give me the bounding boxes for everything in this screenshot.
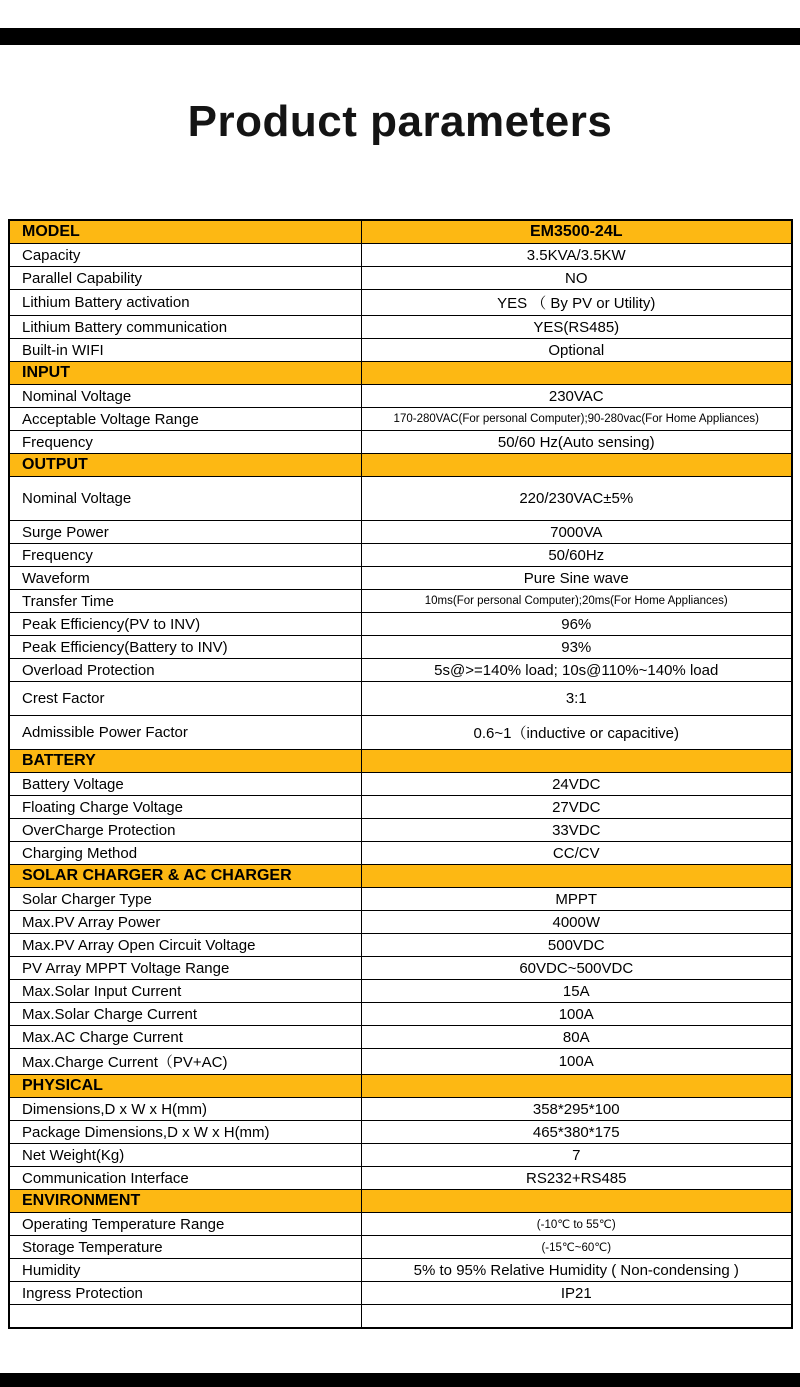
spec-row bbox=[9, 911, 792, 934]
section-title: SOLAR CHARGER & AC CHARGER bbox=[9, 865, 361, 888]
spec-row bbox=[9, 888, 792, 911]
parameter-value: 100A bbox=[361, 1049, 792, 1075]
parameter-value: 7000VA bbox=[361, 521, 792, 544]
section-header-row bbox=[9, 362, 792, 385]
parameter-label: Lithium Battery communication bbox=[9, 316, 361, 339]
parameter-label: Acceptable Voltage Range bbox=[9, 408, 361, 431]
parameter-label: Nominal Voltage bbox=[9, 385, 361, 408]
spec-row bbox=[9, 819, 792, 842]
section-value bbox=[361, 1075, 792, 1098]
parameter-label: Surge Power bbox=[9, 521, 361, 544]
parameter-label: Lithium Battery activation bbox=[9, 290, 361, 316]
spec-row bbox=[9, 659, 792, 682]
parameter-label: Transfer Time bbox=[9, 590, 361, 613]
parameter-value: 10ms(For personal Computer);20ms(For Home Appliances) bbox=[361, 590, 792, 613]
parameter-label: Package Dimensions,D x W x H(mm) bbox=[9, 1121, 361, 1144]
spec-row bbox=[9, 544, 792, 567]
spec-row bbox=[9, 567, 792, 590]
section-value: EM3500-24L bbox=[361, 220, 792, 244]
parameter-label: Ingress Protection bbox=[9, 1282, 361, 1305]
parameter-value: 220/230VAC±5% bbox=[361, 477, 792, 521]
parameter-value: MPPT bbox=[361, 888, 792, 911]
parameter-value: 465*380*175 bbox=[361, 1121, 792, 1144]
parameter-value: 27VDC bbox=[361, 796, 792, 819]
parameter-value: YES （ By PV or Utility) bbox=[361, 290, 792, 316]
parameter-label: OverCharge Protection bbox=[9, 819, 361, 842]
section-header-row bbox=[9, 865, 792, 888]
spec-row bbox=[9, 613, 792, 636]
spec-row bbox=[9, 1236, 792, 1259]
parameter-value: Pure Sine wave bbox=[361, 567, 792, 590]
parameter-value: (-15℃~60℃) bbox=[361, 1236, 792, 1259]
spec-row bbox=[9, 244, 792, 267]
section-header-row bbox=[9, 454, 792, 477]
parameter-label: Operating Temperature Range bbox=[9, 1213, 361, 1236]
parameter-value: 93% bbox=[361, 636, 792, 659]
parameter-label: Max.AC Charge Current bbox=[9, 1026, 361, 1049]
bottom-black-bar bbox=[0, 1373, 800, 1387]
section-title: PHYSICAL bbox=[9, 1075, 361, 1098]
spec-row bbox=[9, 290, 792, 316]
spec-row bbox=[9, 1282, 792, 1305]
parameter-label: Parallel Capability bbox=[9, 267, 361, 290]
parameter-label: PV Array MPPT Voltage Range bbox=[9, 957, 361, 980]
section-header-row bbox=[9, 220, 792, 244]
parameter-label: Dimensions,D x W x H(mm) bbox=[9, 1098, 361, 1121]
section-title: INPUT bbox=[9, 362, 361, 385]
parameter-value: 170-280VAC(For personal Computer);90-280vac(For Home Appliances) bbox=[361, 408, 792, 431]
parameter-label: Max.Charge Current（PV+AC) bbox=[9, 1049, 361, 1075]
parameter-label: Max.PV Array Power bbox=[9, 911, 361, 934]
section-value bbox=[361, 1190, 792, 1213]
parameter-label: Net Weight(Kg) bbox=[9, 1144, 361, 1167]
spec-row bbox=[9, 1167, 792, 1190]
parameter-value: 7 bbox=[361, 1144, 792, 1167]
parameter-value: 3.5KVA/3.5KW bbox=[361, 244, 792, 267]
section-title: BATTERY bbox=[9, 750, 361, 773]
parameter-value: 33VDC bbox=[361, 819, 792, 842]
spec-row bbox=[9, 408, 792, 431]
parameter-label: Storage Temperature bbox=[9, 1236, 361, 1259]
spec-row bbox=[9, 590, 792, 613]
parameter-label: Capacity bbox=[9, 244, 361, 267]
parameter-label bbox=[9, 1305, 361, 1328]
spec-row bbox=[9, 521, 792, 544]
parameter-label: Built-in WIFI bbox=[9, 339, 361, 362]
spec-row bbox=[9, 1026, 792, 1049]
parameter-value: NO bbox=[361, 267, 792, 290]
spec-row bbox=[9, 385, 792, 408]
spec-row bbox=[9, 1121, 792, 1144]
parameter-label: Floating Charge Voltage bbox=[9, 796, 361, 819]
spec-row bbox=[9, 957, 792, 980]
section-value bbox=[361, 865, 792, 888]
spec-row bbox=[9, 339, 792, 362]
spec-row bbox=[9, 773, 792, 796]
product-parameters-table bbox=[8, 219, 793, 1329]
parameter-label: Admissible Power Factor bbox=[9, 716, 361, 750]
parameter-label: Peak Efficiency(Battery to INV) bbox=[9, 636, 361, 659]
parameter-label: Crest Factor bbox=[9, 682, 361, 716]
parameter-label: Max.PV Array Open Circuit Voltage bbox=[9, 934, 361, 957]
parameter-label: Max.Solar Charge Current bbox=[9, 1003, 361, 1026]
page-title: Product parameters bbox=[187, 97, 613, 146]
spec-row bbox=[9, 1003, 792, 1026]
parameter-value: YES(RS485) bbox=[361, 316, 792, 339]
spec-row bbox=[9, 477, 792, 521]
spec-row bbox=[9, 842, 792, 865]
spec-row bbox=[9, 934, 792, 957]
parameter-label: Battery Voltage bbox=[9, 773, 361, 796]
parameter-value: 50/60 Hz(Auto sensing) bbox=[361, 431, 792, 454]
parameter-value: 230VAC bbox=[361, 385, 792, 408]
parameter-value: 358*295*100 bbox=[361, 1098, 792, 1121]
parameter-label: Humidity bbox=[9, 1259, 361, 1282]
section-header-row bbox=[9, 1075, 792, 1098]
spec-row bbox=[9, 1259, 792, 1282]
parameter-value: IP21 bbox=[361, 1282, 792, 1305]
parameter-value: 5% to 95% Relative Humidity ( Non-condensing ) bbox=[361, 1259, 792, 1282]
spec-row bbox=[9, 636, 792, 659]
section-title: OUTPUT bbox=[9, 454, 361, 477]
parameter-value: 60VDC~500VDC bbox=[361, 957, 792, 980]
spec-row bbox=[9, 1305, 792, 1328]
parameter-value: 4000W bbox=[361, 911, 792, 934]
spec-row bbox=[9, 1144, 792, 1167]
spec-row bbox=[9, 1098, 792, 1121]
section-title: MODEL bbox=[9, 220, 361, 244]
section-value bbox=[361, 454, 792, 477]
parameter-label: Charging Method bbox=[9, 842, 361, 865]
parameter-value: 3:1 bbox=[361, 682, 792, 716]
parameter-label: Frequency bbox=[9, 544, 361, 567]
parameter-value: 500VDC bbox=[361, 934, 792, 957]
parameter-label: Frequency bbox=[9, 431, 361, 454]
spec-row bbox=[9, 1049, 792, 1075]
parameter-label: Communication Interface bbox=[9, 1167, 361, 1190]
top-black-bar bbox=[0, 28, 800, 45]
table-body bbox=[9, 220, 792, 1328]
parameter-label: Nominal Voltage bbox=[9, 477, 361, 521]
parameter-value: RS232+RS485 bbox=[361, 1167, 792, 1190]
parameter-label: Solar Charger Type bbox=[9, 888, 361, 911]
spec-row bbox=[9, 980, 792, 1003]
section-value bbox=[361, 750, 792, 773]
parameter-value: CC/CV bbox=[361, 842, 792, 865]
parameter-value bbox=[361, 1305, 792, 1328]
parameter-value: 5s@>=140% load; 10s@110%~140% load bbox=[361, 659, 792, 682]
parameter-value: 15A bbox=[361, 980, 792, 1003]
spec-row bbox=[9, 1213, 792, 1236]
parameter-label: Overload Protection bbox=[9, 659, 361, 682]
spec-row bbox=[9, 267, 792, 290]
parameter-value: 100A bbox=[361, 1003, 792, 1026]
parameter-value: Optional bbox=[361, 339, 792, 362]
parameter-label: Waveform bbox=[9, 567, 361, 590]
spec-row bbox=[9, 716, 792, 750]
spec-row bbox=[9, 682, 792, 716]
spec-row bbox=[9, 316, 792, 339]
section-header-row bbox=[9, 750, 792, 773]
parameter-value: 24VDC bbox=[361, 773, 792, 796]
spec-row bbox=[9, 431, 792, 454]
parameter-label: Peak Efficiency(PV to INV) bbox=[9, 613, 361, 636]
spec-row bbox=[9, 796, 792, 819]
parameter-value: (-10℃ to 55℃) bbox=[361, 1213, 792, 1236]
section-header-row bbox=[9, 1190, 792, 1213]
parameter-value: 96% bbox=[361, 613, 792, 636]
parameter-value: 0.6~1（inductive or capacitive) bbox=[361, 716, 792, 750]
section-value bbox=[361, 362, 792, 385]
parameter-value: 50/60Hz bbox=[361, 544, 792, 567]
parameter-value: 80A bbox=[361, 1026, 792, 1049]
parameter-label: Max.Solar Input Current bbox=[9, 980, 361, 1003]
section-title: ENVIRONMENT bbox=[9, 1190, 361, 1213]
